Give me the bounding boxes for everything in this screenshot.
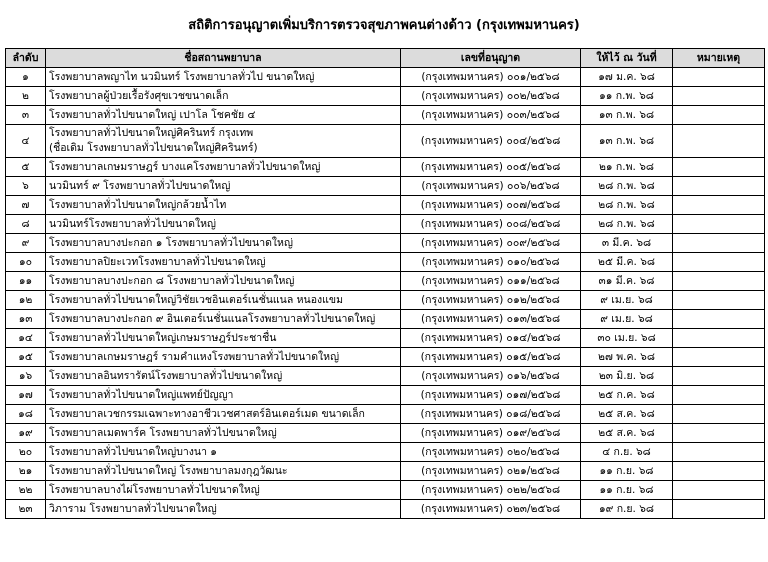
remark [673,348,765,367]
header-date: ให้ไว้ ณ วันที่ [581,49,673,68]
table-row [6,329,765,348]
hospital-name [46,215,401,234]
remark [673,367,765,386]
issue-date: ๓๑ มี.ค. ๖๘ [581,272,673,291]
license-number: (กรุงเทพมหานคร) ๐๑๔/๒๕๖๘ [401,329,581,348]
header-note: หมายเหตุ [673,49,765,68]
hospital-name [46,500,401,519]
hospital-name [46,462,401,481]
hospital-name [46,405,401,424]
hospital-name-line: โรงพยาบาลทั่วไปขนาดใหญ่ โรงพยาบาลมงกุฎวัฒนะ [49,464,288,477]
hospital-name-line: (ชื่อเดิม โรงพยาบาลทั่วไปขนาดใหญ่ศิครินทร์) [49,142,258,154]
issue-date: ๑๓ ก.พ. ๖๘ [581,106,673,125]
header-name: ชื่อสถานพยาบาล [46,49,401,68]
remark [673,443,765,462]
remark [673,125,765,158]
license-number: (กรุงเทพมหานคร) ๐๐๖/๒๕๖๘ [401,177,581,196]
hospital-name-line: โรงพยาบาลเกษมราษฎร์ บางแคโรงพยาบาลทั่วไปขนาดใหญ่ [49,160,321,173]
hospital-name-line: โรงพยาบาลเวชกรรมเฉพาะทางอาชีวเวชศาสตร์อินเตอร์เมด ขนาดเล็ก [49,407,365,420]
table-header-row [6,49,765,68]
issue-date: ๒๗ พ.ค. ๖๘ [581,348,673,367]
hospital-name-line: โรงพยาบาลทั่วไปขนาดใหญ่ศิครินทร์ กรุงเทพ [49,127,254,139]
license-number: (กรุงเทพมหานคร) ๐๒๑/๒๕๖๘ [401,462,581,481]
row-number: ๙ [6,234,46,253]
row-number: ๗ [6,196,46,215]
hospital-name [46,291,401,310]
table-row [6,177,765,196]
hospital-name [46,386,401,405]
license-number: (กรุงเทพมหานคร) ๐๐๓/๒๕๖๘ [401,106,581,125]
issue-date: ๑๑ ก.ย. ๖๘ [581,481,673,500]
hospital-name [46,272,401,291]
row-number: ๓ [6,106,46,125]
license-number: (กรุงเทพมหานคร) ๐๒๐/๒๕๖๘ [401,443,581,462]
remark [673,310,765,329]
table-row [6,125,765,158]
hospital-name-line: โรงพยาบาลพญาไท นวมินทร์ โรงพยาบาลทั่วไป ขนาดใหญ่ [49,70,315,83]
table-row [6,424,765,443]
header-license: เลขที่อนุญาต [401,49,581,68]
issue-date: ๑๑ ก.พ. ๖๘ [581,87,673,106]
license-number: (กรุงเทพมหานคร) ๐๐๒/๒๕๖๘ [401,87,581,106]
hospital-name-line: โรงพยาบาลทั่วไปขนาดใหญ่กล้วยน้ำไท [49,198,227,211]
table-row [6,462,765,481]
table-row [6,500,765,519]
hospital-name-line: โรงพยาบาลทั่วไปขนาดใหญ่แพทย์ปัญญา [49,388,234,401]
license-number: (กรุงเทพมหานคร) ๐๐๘/๒๕๖๘ [401,215,581,234]
license-number: (กรุงเทพมหานคร) ๐๑๗/๒๕๖๘ [401,386,581,405]
table-row [6,196,765,215]
remark [673,291,765,310]
header-no: ลำดับ [6,49,46,68]
hospital-name [46,125,401,158]
license-number: (กรุงเทพมหานคร) ๐๑๙/๒๕๖๘ [401,424,581,443]
hospital-name-line: นวมินทร์ ๙ โรงพยาบาลทั่วไปขนาดใหญ่ [49,179,231,192]
hospital-name-line: วิภาราม โรงพยาบาลทั่วไปขนาดใหญ่ [49,502,217,515]
remark [673,386,765,405]
license-number: (กรุงเทพมหานคร) ๐๒๒/๒๕๖๘ [401,481,581,500]
row-number: ๑๕ [6,348,46,367]
row-number: ๘ [6,215,46,234]
row-number: ๑๘ [6,405,46,424]
license-number: (กรุงเทพมหานคร) ๐๐๔/๒๕๖๘ [401,125,581,158]
remark [673,196,765,215]
hospital-name [46,443,401,462]
hospital-name [46,348,401,367]
hospital-name-line: โรงพยาบาลเกษมราษฎร์ รามคำแหงโรงพยาบาลทั่วไปขนาดใหญ่ [49,350,340,363]
license-number: (กรุงเทพมหานคร) ๐๑๓/๒๕๖๘ [401,310,581,329]
hospital-name [46,234,401,253]
row-number: ๒๐ [6,443,46,462]
table-row [6,253,765,272]
table-body [6,68,765,519]
remark [673,234,765,253]
remark [673,158,765,177]
remark [673,87,765,106]
license-number: (กรุงเทพมหานคร) ๐๒๓/๒๕๖๘ [401,500,581,519]
hospital-name [46,481,401,500]
remark [673,253,765,272]
table-row [6,215,765,234]
hospital-name [46,196,401,215]
issue-date: ๒๘ ก.พ. ๖๘ [581,215,673,234]
table-row [6,367,765,386]
issue-date: ๒๕ ส.ค. ๖๘ [581,405,673,424]
issue-date: ๔ ก.ย. ๖๘ [581,443,673,462]
hospital-name-line: โรงพยาบาลปิยะเวทโรงพยาบาลทั่วไปขนาดใหญ่ [49,255,266,268]
hospital-name [46,253,401,272]
issue-date: ๒๘ ก.พ. ๖๘ [581,177,673,196]
hospital-name [46,310,401,329]
hospital-name [46,158,401,177]
remark [673,462,765,481]
row-number: ๑๒ [6,291,46,310]
license-number: (กรุงเทพมหานคร) ๐๑๐/๒๕๖๘ [401,253,581,272]
issue-date: ๑๙ ก.ย. ๖๘ [581,500,673,519]
remark [673,177,765,196]
issue-date: ๓ มี.ค. ๖๘ [581,234,673,253]
remark [673,405,765,424]
hospital-name-line: โรงพยาบาลทั่วไปขนาดใหญ่ เปาโล โชคชัย ๔ [49,108,256,121]
table-row [6,405,765,424]
table-row [6,234,765,253]
page-title: สถิติการอนุญาตเพิ่มบริการตรวจสุขภาพคนต่างด้าว (กรุงเทพมหานคร) [188,18,580,33]
hospital-name-line: โรงพยาบาลอินทรารัตน์โรงพยาบาลทั่วไปขนาดใหญ่ [49,369,283,382]
license-number: (กรุงเทพมหานคร) ๐๑๒/๒๕๖๘ [401,291,581,310]
remark [673,272,765,291]
license-number: (กรุงเทพมหานคร) ๐๐๕/๒๕๖๘ [401,158,581,177]
hospital-name [46,87,401,106]
hospital-name [46,329,401,348]
license-number: (กรุงเทพมหานคร) ๐๐๑/๒๕๖๘ [401,68,581,87]
issue-date: ๒๕ มี.ค. ๖๘ [581,253,673,272]
row-number: ๑๐ [6,253,46,272]
remark [673,106,765,125]
row-number: ๑๗ [6,386,46,405]
issue-date: ๙ เม.ย. ๖๘ [581,291,673,310]
table-row [6,291,765,310]
hospital-name [46,424,401,443]
license-number: (กรุงเทพมหานคร) ๐๑๖/๒๕๖๘ [401,367,581,386]
hospital-name-line: โรงพยาบาลบางปะกอก ๑ โรงพยาบาลทั่วไปขนาดใหญ่ [49,236,293,249]
table-row [6,386,765,405]
license-number: (กรุงเทพมหานคร) ๐๐๗/๒๕๖๘ [401,196,581,215]
table-row [6,310,765,329]
remark [673,68,765,87]
row-number: ๑๙ [6,424,46,443]
row-number: ๑๔ [6,329,46,348]
remark [673,215,765,234]
issue-date: ๑๓ ก.พ. ๖๘ [581,125,673,158]
issue-date: ๒๕ ก.ค. ๖๘ [581,386,673,405]
issue-date: ๑๗ ม.ค. ๖๘ [581,68,673,87]
hospital-name-line: โรงพยาบาลทั่วไปขนาดใหญ่เกษมราษฎร์ประชาชื่น [49,331,277,344]
remark [673,500,765,519]
table-row [6,272,765,291]
row-number: ๒ [6,87,46,106]
hospital-name-line: โรงพยาบาลบางปะกอก ๙ อินเตอร์เนชั่นแนลโรงพยาบาลทั่วไปขนาดใหญ่ [49,312,376,325]
row-number: ๒๓ [6,500,46,519]
license-number: (กรุงเทพมหานคร) ๐๐๙/๒๕๖๘ [401,234,581,253]
issue-date: ๑๑ ก.ย. ๖๘ [581,462,673,481]
table-row [6,68,765,87]
hospital-name-line: โรงพยาบาลทั่วไปขนาดใหญ่บางนา ๑ [49,445,217,458]
table-row [6,443,765,462]
row-number: ๒๒ [6,481,46,500]
hospital-name-line: โรงพยาบาลผู้ป่วยเรื้อรังศุขเวชขนาดเล็ก [49,89,229,102]
hospital-name [46,367,401,386]
license-number: (กรุงเทพมหานคร) ๐๑๘/๒๕๖๘ [401,405,581,424]
issue-date: ๒๕ ส.ค. ๖๘ [581,424,673,443]
issue-date: ๒๘ ก.พ. ๖๘ [581,196,673,215]
hospital-name [46,177,401,196]
license-number: (กรุงเทพมหานคร) ๐๑๑/๒๕๖๘ [401,272,581,291]
issue-date: ๙ เม.ย. ๖๘ [581,310,673,329]
issue-date: ๒๓ มิ.ย. ๖๘ [581,367,673,386]
hospital-name [46,106,401,125]
remark [673,424,765,443]
row-number: ๒๑ [6,462,46,481]
row-number: ๖ [6,177,46,196]
row-number: ๔ [6,125,46,158]
license-table [5,48,765,519]
hospital-name-line: โรงพยาบาลทั่วไปขนาดใหญ่วิชัยเวชอินเตอร์เนชั่นแนล หนองแขม [49,293,344,306]
row-number: ๑๖ [6,367,46,386]
table-row [6,106,765,125]
license-number: (กรุงเทพมหานคร) ๐๑๕/๒๕๖๘ [401,348,581,367]
remark [673,329,765,348]
hospital-name [46,68,401,87]
table-row [6,158,765,177]
row-number: ๕ [6,158,46,177]
hospital-name-line: โรงพยาบาลบางปะกอก ๘ โรงพยาบาลทั่วไปขนาดใหญ่ [49,274,295,287]
row-number: ๑ [6,68,46,87]
issue-date: ๒๑ ก.พ. ๖๘ [581,158,673,177]
table-row [6,481,765,500]
issue-date: ๓๐ เม.ย. ๖๘ [581,329,673,348]
hospital-name-line: โรงพยาบาลบางไผ่โรงพยาบาลทั่วไปขนาดใหญ่ [49,483,260,496]
row-number: ๑๓ [6,310,46,329]
row-number: ๑๑ [6,272,46,291]
hospital-name-line: นวมินทร์โรงพยาบาลทั่วไปขนาดใหญ่ [49,217,216,230]
table-row [6,348,765,367]
hospital-name-line: โรงพยาบาลเมดพาร์ค โรงพยาบาลทั่วไปขนาดใหญ่ [49,426,277,439]
table-row [6,87,765,106]
remark [673,481,765,500]
